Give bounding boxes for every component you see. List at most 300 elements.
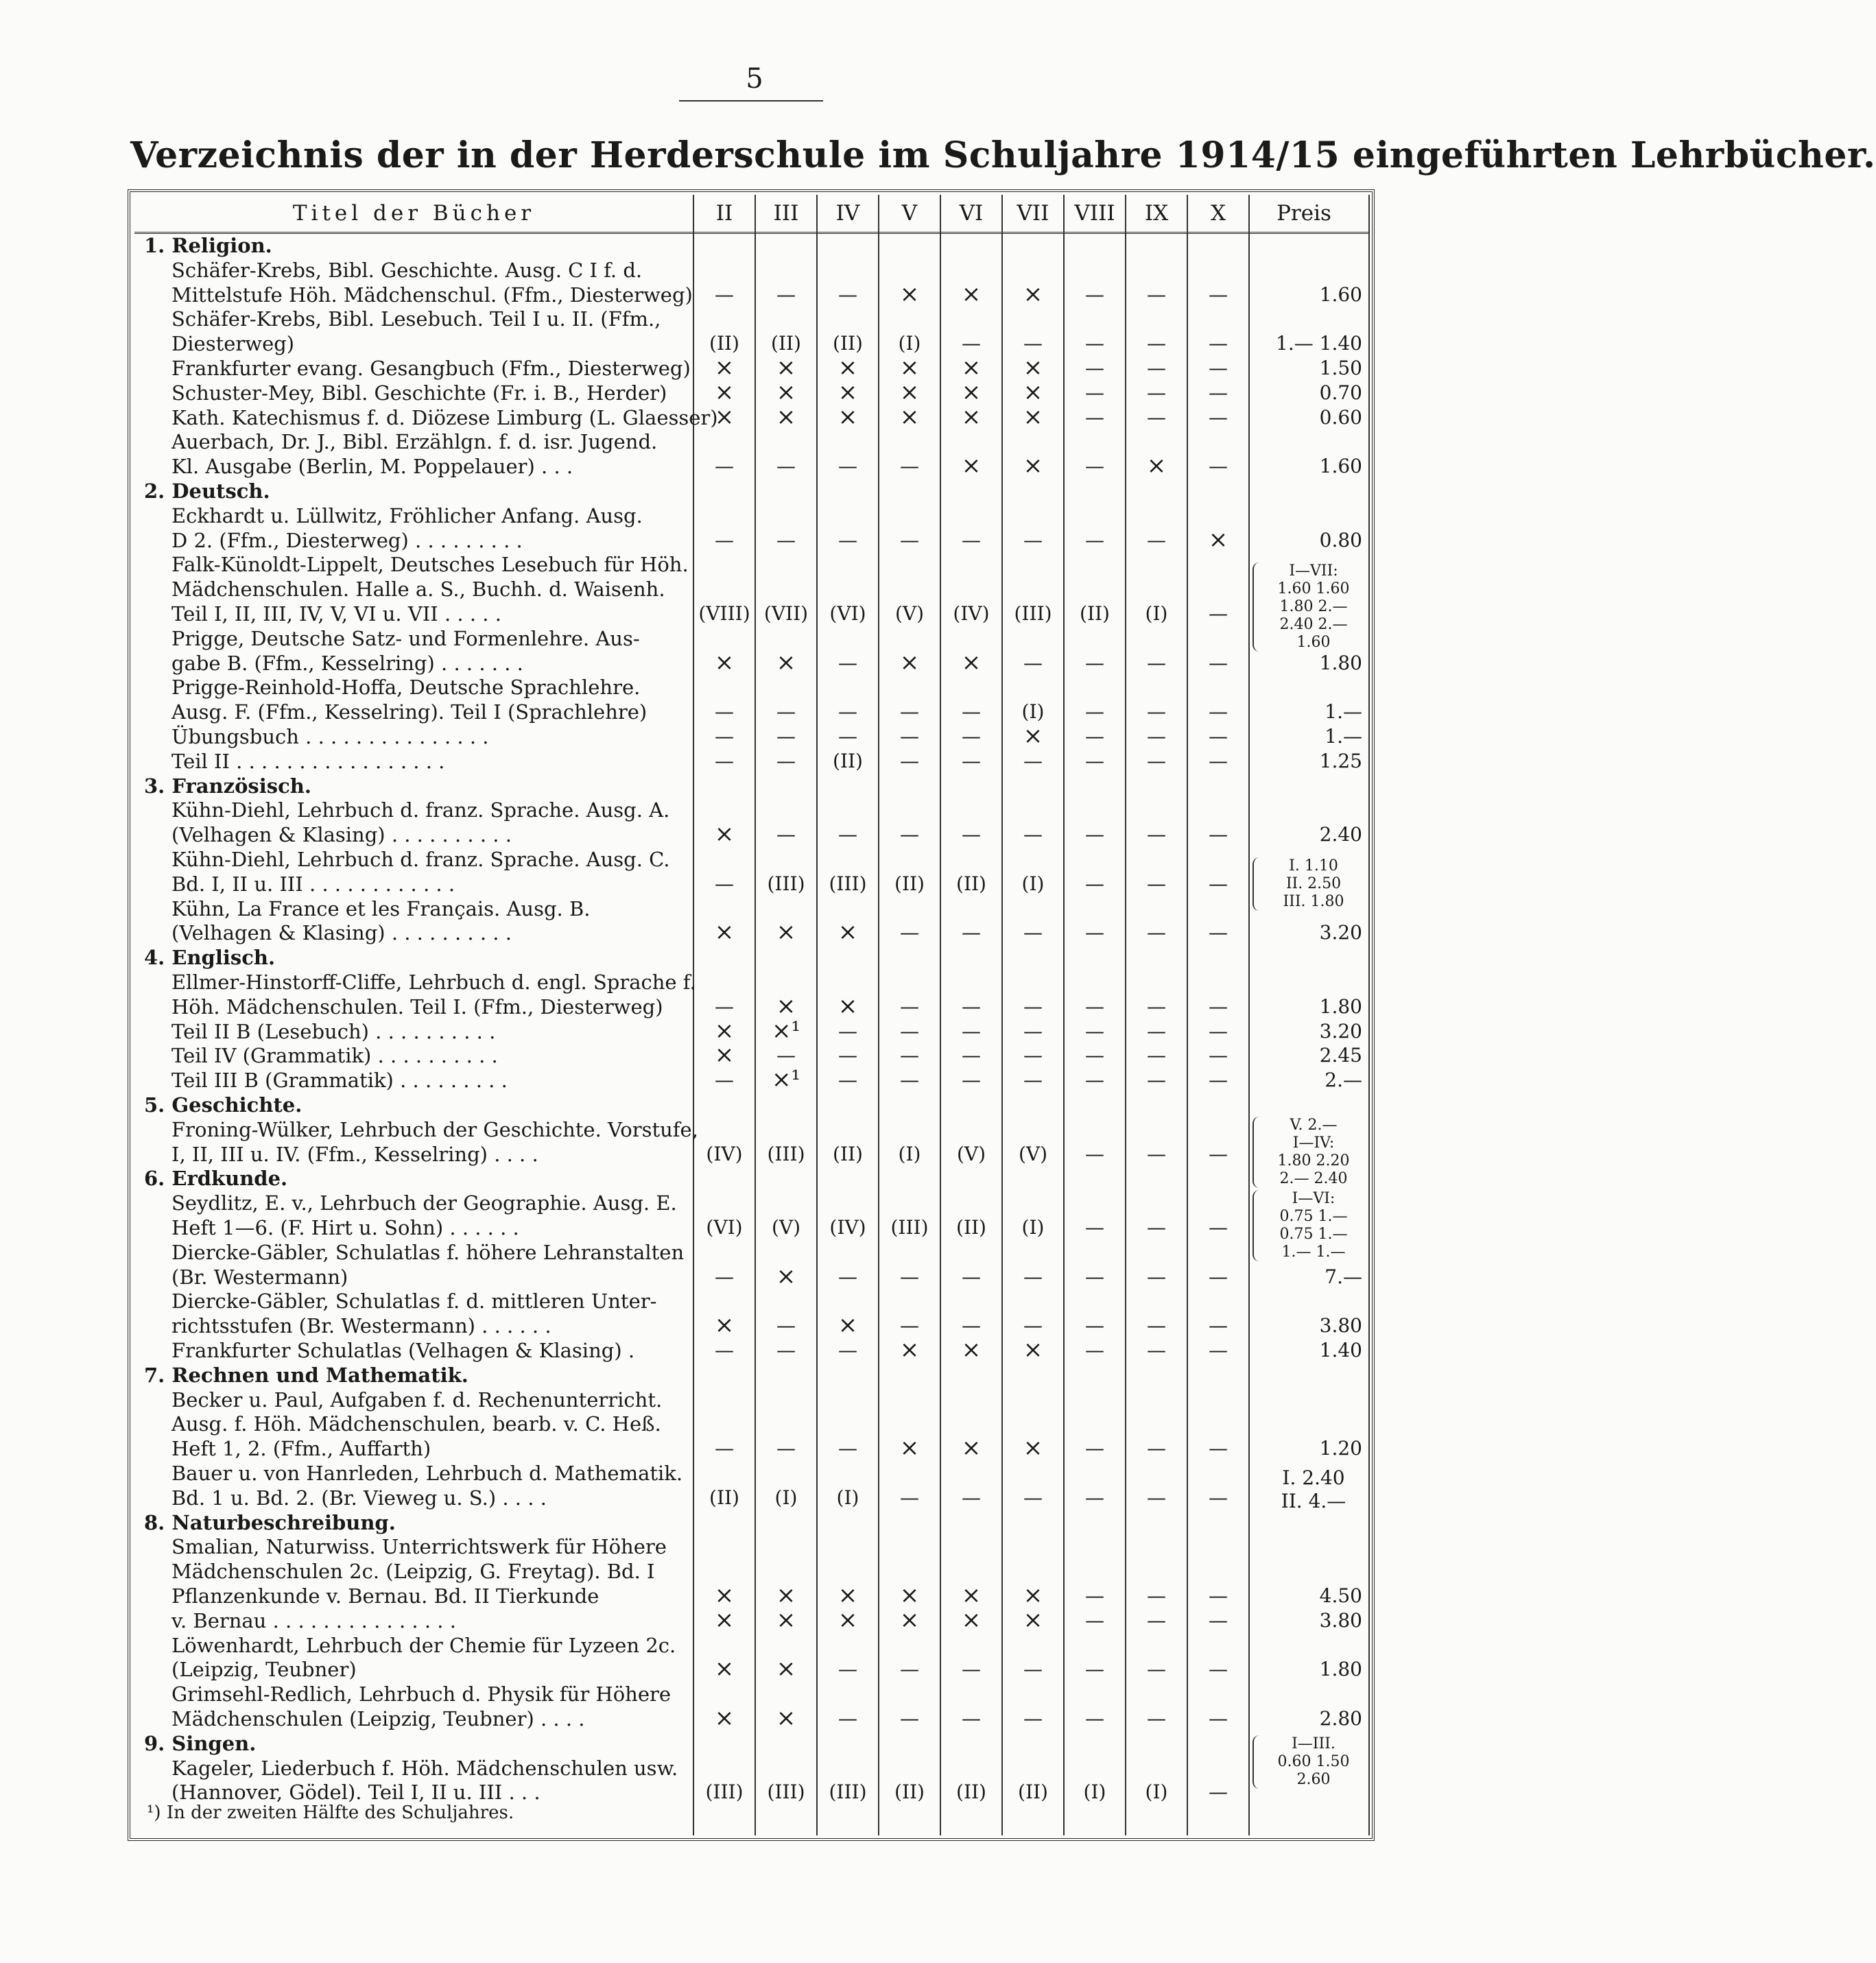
class-mark: × (899, 1582, 920, 1609)
price: 2.80 (1319, 1707, 1362, 1730)
class-mark: (VIII) (698, 602, 750, 625)
page-title: Verzeichnis der in der Herderschule im Schuljahre 1914/15 eingeführten Lehrbücher. (130, 134, 1876, 176)
class-mark: — (776, 749, 796, 772)
page-number-rule (679, 100, 823, 102)
class-mark: — (900, 1265, 919, 1288)
class-mark: — (715, 749, 734, 772)
book-title: Kageler, Liederbuch f. Höh. Mädchenschulen usw. (171, 1756, 678, 1780)
class-mark: — (1085, 1216, 1104, 1239)
book-title: (Br. Westermann) (171, 1265, 348, 1289)
class-mark: — (715, 283, 734, 306)
class-mark: — (1147, 749, 1166, 772)
class-mark: × (838, 1606, 858, 1634)
book-title: Frankfurter evang. Gesangbuch (Ffm., Diesterweg) (171, 357, 691, 380)
class-mark: ×¹ (771, 1066, 801, 1094)
table-row (134, 258, 1369, 283)
table-row (134, 1412, 1369, 1436)
class-mark: × (714, 1041, 735, 1069)
table-row (134, 1289, 1369, 1313)
class-mark: — (1085, 995, 1104, 1018)
class-mark: — (776, 1437, 796, 1460)
book-title: Frankfurter Schulatlas (Velhagen & Klasing) . (171, 1339, 635, 1362)
class-mark: — (1085, 332, 1104, 355)
class-mark: × (838, 354, 858, 381)
class-mark: — (1209, 405, 1228, 429)
header-class-VIII: VIII (1074, 201, 1115, 226)
class-mark: — (1209, 651, 1228, 674)
table-row (134, 331, 1369, 356)
footnote: ¹) In der zweiten Hälfte des Schuljahres. (147, 1803, 514, 1823)
class-mark: × (714, 378, 735, 406)
class-mark: — (1085, 1019, 1104, 1043)
price-note: 1.80 2.— (1279, 598, 1348, 615)
price-bracket (1252, 1735, 1261, 1789)
table-row (134, 798, 1369, 822)
class-mark: — (900, 1658, 919, 1681)
price-note: II. 4.— (1281, 1490, 1346, 1512)
book-title: D 2. (Ffm., Diesterweg) . . . . . . . . . (171, 528, 523, 552)
class-mark: — (838, 725, 857, 748)
class-mark: × (776, 354, 796, 381)
class-mark: × (1023, 452, 1043, 480)
class-mark: — (1209, 381, 1228, 404)
section-title: 3. Französisch. (144, 774, 311, 798)
class-mark: — (776, 823, 796, 846)
class-mark: — (1147, 823, 1166, 846)
price: 0.80 (1319, 528, 1362, 551)
price-note: 2.60 (1296, 1771, 1331, 1788)
class-mark: — (715, 725, 734, 748)
price: 4.50 (1319, 1584, 1362, 1607)
class-mark: ×¹ (771, 1016, 801, 1045)
class-mark: (III) (767, 1142, 805, 1165)
class-mark: × (1023, 1582, 1043, 1609)
class-mark: — (776, 1044, 796, 1067)
price-bracket (1252, 562, 1261, 652)
class-mark: × (1023, 1434, 1043, 1462)
class-mark: × (961, 378, 982, 406)
class-mark: × (714, 1311, 735, 1340)
section-heading-row (134, 479, 1369, 503)
book-title: Mittelstufe Höh. Mädchenschul. (Ffm., Diesterweg) (171, 283, 693, 307)
price: 1.80 (1319, 1658, 1362, 1681)
class-mark: — (1147, 1437, 1166, 1460)
table-row (134, 1117, 1369, 1142)
class-mark: (II) (894, 1781, 925, 1804)
book-title: I, II, III u. IV. (Ffm., Kesselring) . . . . (171, 1142, 538, 1166)
book-title: Kühn-Diehl, Lehrbuch d. franz. Sprache. Ausg. C. (171, 848, 670, 871)
book-title: Schäfer-Krebs, Bibl. Lesebuch. Teil I u. II. (Ffm., (171, 307, 661, 331)
class-mark: × (1023, 403, 1043, 431)
class-mark: × (961, 403, 982, 431)
class-mark: — (1209, 1437, 1228, 1460)
class-mark: × (776, 918, 796, 947)
book-title: richtsstufen (Br. Westermann) . . . . . . (171, 1314, 551, 1338)
class-mark: — (715, 1339, 734, 1361)
class-mark: (II) (833, 1142, 863, 1165)
price-note: 1.— 1.— (1281, 1244, 1346, 1261)
class-mark: — (1147, 381, 1166, 404)
price: 1.50 (1319, 357, 1362, 379)
class-mark: — (962, 1019, 981, 1043)
class-mark: — (1209, 823, 1228, 846)
book-title: Heft 1, 2. (Ffm., Auffarth) (171, 1437, 431, 1461)
class-mark: (I) (898, 332, 921, 355)
class-mark: — (776, 1314, 796, 1337)
class-mark: — (715, 872, 734, 895)
book-title: Diercke-Gäbler, Schulatlas f. d. mittleren Unter- (171, 1289, 657, 1313)
price-bracket (1252, 857, 1261, 911)
table-row (134, 1191, 1369, 1215)
class-mark: — (1147, 700, 1166, 724)
table-row (134, 1657, 1369, 1682)
price: 1.60 (1319, 455, 1362, 478)
class-mark: — (1147, 651, 1166, 674)
header-class-IV: IV (835, 201, 860, 226)
book-title: Diercke-Gäbler, Schulatlas f. höhere Lehranstalten (171, 1240, 685, 1264)
section-heading-row (134, 1166, 1369, 1191)
class-mark: — (1023, 823, 1043, 846)
book-title: Kath. Katechismus f. d. Diözese Limburg (L. Glaesser) (171, 405, 718, 429)
class-mark: — (962, 995, 981, 1018)
class-mark: — (1209, 1707, 1228, 1730)
class-mark: × (961, 648, 982, 676)
class-mark: × (1023, 354, 1043, 381)
class-mark: (VI) (706, 1216, 743, 1239)
class-mark: × (838, 992, 858, 1020)
class-mark: — (1209, 1216, 1228, 1239)
class-mark: — (1209, 921, 1228, 944)
header-class-VI: VI (959, 201, 984, 226)
table-row (134, 920, 1369, 945)
table-row (134, 1338, 1369, 1363)
class-mark: — (900, 749, 919, 772)
class-mark: × (838, 1582, 858, 1609)
class-mark: — (900, 700, 919, 724)
class-mark: (II) (1018, 1781, 1048, 1804)
class-mark: — (900, 1044, 919, 1067)
table-row (134, 847, 1369, 872)
class-mark: (VII) (763, 602, 809, 625)
class-mark: (II) (771, 332, 801, 355)
class-mark: — (1209, 1142, 1228, 1165)
table-row (134, 675, 1369, 700)
class-mark: — (1209, 725, 1228, 748)
class-mark: — (900, 823, 919, 846)
header-titel: Titel der Bücher (292, 201, 536, 226)
class-mark: (I) (1083, 1781, 1106, 1804)
table-row (134, 405, 1369, 430)
class-mark: — (1209, 283, 1228, 306)
class-mark: (III) (767, 872, 805, 895)
class-mark: — (838, 1658, 857, 1681)
table-row (134, 1016, 1369, 1045)
table-row (134, 525, 1369, 554)
price: 1.40 (1319, 1339, 1362, 1361)
section-heading-row (134, 945, 1369, 970)
table-row (134, 1068, 1369, 1093)
table-row (134, 454, 1369, 479)
class-mark: — (1209, 1265, 1228, 1288)
class-mark: × (961, 452, 982, 480)
class-mark: (II) (709, 332, 739, 355)
table-row (134, 1215, 1369, 1240)
class-mark: (I) (1021, 872, 1045, 895)
table-row (134, 1388, 1369, 1412)
price-note: V. 2.— (1290, 1117, 1338, 1134)
class-mark: (I) (774, 1486, 798, 1509)
class-mark: — (1085, 1265, 1104, 1288)
table-row (134, 577, 1369, 602)
table-row (134, 896, 1369, 921)
class-mark: — (838, 651, 857, 674)
class-mark: — (1085, 405, 1104, 429)
price: 2.40 (1319, 823, 1362, 846)
class-mark: × (899, 1434, 920, 1462)
price-note: 0.75 1.— (1279, 1226, 1348, 1243)
class-mark: — (1085, 872, 1104, 895)
table-row (134, 280, 1369, 308)
class-mark: — (1209, 1486, 1228, 1509)
table-row (134, 872, 1369, 896)
book-title: Falk-Künoldt-Lippelt, Deutsches Lesebuch für Höh. (171, 553, 689, 577)
class-mark: × (899, 378, 920, 406)
class-mark: × (776, 1655, 796, 1683)
table-row (134, 1559, 1369, 1584)
table-row (134, 1780, 1369, 1805)
price: 1.80 (1319, 995, 1362, 1018)
class-mark: — (962, 1486, 981, 1509)
table-row (134, 602, 1369, 626)
class-mark: — (1147, 1314, 1166, 1337)
section-title: 2. Deutsch. (144, 479, 270, 503)
section-heading-row (134, 1093, 1369, 1117)
price-note: I—IV: (1292, 1134, 1335, 1152)
class-mark: × (776, 648, 796, 676)
book-title: (Velhagen & Klasing) . . . . . . . . . . (171, 823, 512, 847)
class-mark: (V) (1018, 1142, 1048, 1165)
class-mark: (I) (898, 1142, 921, 1165)
class-mark: — (962, 1265, 981, 1288)
class-mark: — (1147, 995, 1166, 1018)
table-row (134, 356, 1369, 381)
class-mark: × (961, 1582, 982, 1609)
class-mark: (III) (1014, 602, 1052, 625)
class-mark: (II) (956, 1781, 986, 1804)
class-mark: — (838, 823, 857, 846)
table-row (134, 1706, 1369, 1731)
class-mark: × (899, 648, 920, 676)
class-mark: — (1023, 1486, 1043, 1509)
class-mark: — (715, 455, 734, 478)
class-mark: — (1023, 1069, 1043, 1092)
class-mark: — (900, 1314, 919, 1337)
class-mark: — (1147, 1069, 1166, 1092)
table-row (134, 1486, 1369, 1510)
class-mark: — (838, 1265, 857, 1288)
class-mark: — (1023, 995, 1043, 1018)
price-note: I. 1.10 (1289, 857, 1338, 875)
class-mark: — (1085, 1658, 1104, 1681)
class-mark: — (1085, 1044, 1104, 1067)
table-row (134, 626, 1369, 651)
class-mark: — (1147, 283, 1166, 306)
price: 2.— (1325, 1069, 1362, 1092)
price: 1.80 (1319, 651, 1362, 674)
class-mark: × (776, 1582, 796, 1609)
table-row (134, 429, 1369, 454)
book-title: Löwenhardt, Lehrbuch der Chemie für Lyzeen 2c. (171, 1633, 676, 1657)
class-mark: × (961, 280, 982, 308)
class-mark: (II) (956, 872, 986, 895)
section-title: 1. Religion. (144, 234, 272, 257)
class-mark: × (776, 1262, 796, 1290)
class-mark: × (961, 354, 982, 381)
section-heading-row (134, 774, 1369, 798)
price: 3.20 (1319, 921, 1362, 944)
section-heading-row (134, 233, 1369, 258)
class-mark: — (900, 528, 919, 551)
class-mark: (II) (833, 749, 863, 772)
class-mark: (IV) (706, 1142, 743, 1165)
class-mark: — (1147, 332, 1166, 355)
class-mark: — (715, 1069, 734, 1092)
book-title: Teil IV (Grammatik) . . . . . . . . . . (171, 1044, 498, 1068)
class-mark: × (838, 1311, 858, 1340)
book-title: Diesterweg) (171, 332, 295, 356)
price: 1.— (1325, 700, 1362, 724)
price: 2.45 (1319, 1044, 1362, 1067)
book-title: Bd. 1 u. Bd. 2. (Br. Vieweg u. S.) . . . . (171, 1486, 547, 1510)
price: 1.— (1325, 725, 1362, 748)
class-mark: — (1147, 725, 1166, 748)
class-mark: — (962, 749, 981, 772)
price: 1.25 (1319, 749, 1362, 772)
class-mark: (III) (890, 1216, 929, 1239)
class-mark: — (838, 1339, 857, 1361)
class-mark: — (1085, 700, 1104, 724)
class-mark: — (1209, 749, 1228, 772)
book-title: Pflanzenkunde v. Bernau. Bd. II Tierkunde (171, 1584, 599, 1608)
table-row (134, 1262, 1369, 1290)
table-row (134, 1436, 1369, 1461)
class-mark: (I) (1145, 602, 1168, 625)
class-mark: — (1023, 1044, 1043, 1067)
class-mark: — (776, 528, 796, 551)
class-mark: — (1085, 357, 1104, 379)
class-mark: — (1209, 1781, 1228, 1804)
class-mark: × (714, 918, 735, 947)
class-mark: — (1147, 1265, 1166, 1288)
price-note: III. 1.80 (1283, 893, 1344, 910)
class-mark: × (714, 1582, 735, 1609)
class-mark: — (1209, 357, 1228, 379)
class-mark: — (838, 283, 857, 306)
book-title: Eckhardt u. Lüllwitz, Fröhlicher Anfang. Ausg. (171, 503, 643, 527)
class-mark: (VI) (829, 602, 866, 625)
class-mark: × (776, 1606, 796, 1634)
price: 1.20 (1319, 1437, 1362, 1460)
class-mark: — (1147, 1044, 1166, 1067)
price-note: 1.60 1.60 (1277, 580, 1350, 597)
class-mark: (II) (709, 1486, 739, 1509)
class-mark: — (1147, 1216, 1166, 1239)
section-heading-row (134, 1510, 1369, 1535)
class-mark: — (1147, 921, 1166, 944)
class-mark: — (715, 1265, 734, 1288)
price: 3.80 (1319, 1608, 1362, 1632)
class-mark: × (961, 1434, 982, 1462)
class-mark: × (776, 403, 796, 431)
class-mark: — (1147, 357, 1166, 379)
price-note: II. 2.50 (1285, 875, 1342, 892)
price: 0.60 (1319, 405, 1362, 429)
section-title: 8. Naturbeschreibung. (144, 1510, 396, 1534)
table-row (134, 1534, 1369, 1559)
class-mark: — (1147, 1019, 1166, 1043)
class-mark: — (1085, 1069, 1104, 1092)
class-mark: — (962, 1314, 981, 1337)
class-mark: — (1023, 332, 1043, 355)
class-mark: × (838, 378, 858, 406)
price: 3.80 (1319, 1314, 1362, 1337)
class-mark: — (1209, 1019, 1228, 1043)
class-mark: — (900, 921, 919, 944)
class-mark: — (1147, 405, 1166, 429)
class-mark: (II) (956, 1216, 986, 1239)
class-mark: — (1085, 725, 1104, 748)
table-row (134, 700, 1369, 724)
class-mark: — (1085, 455, 1104, 478)
class-mark: — (1209, 1584, 1228, 1607)
class-mark: (IV) (953, 602, 990, 625)
class-mark: — (900, 995, 919, 1018)
class-mark: — (838, 1019, 857, 1043)
class-mark: — (962, 528, 981, 551)
price: 7.— (1325, 1265, 1362, 1288)
class-mark: — (1147, 1608, 1166, 1632)
class-mark: — (962, 1069, 981, 1092)
book-title: Mädchenschulen 2c. (Leipzig, G. Freytag). Bd. I (171, 1560, 655, 1584)
class-mark: — (715, 995, 734, 1018)
book-title: Kl. Ausgabe (Berlin, M. Poppelauer) . . . (171, 455, 573, 479)
section-title: 7. Rechnen und Mathematik. (144, 1363, 468, 1387)
price-note: I. 2.40 (1282, 1466, 1345, 1489)
class-mark: — (1023, 921, 1043, 944)
class-mark: — (1085, 1486, 1104, 1509)
class-mark: (I) (1021, 700, 1045, 724)
class-mark: — (1085, 921, 1104, 944)
section-title: 4. Englisch. (144, 946, 276, 970)
class-mark: — (1209, 1608, 1228, 1632)
class-mark: — (962, 1707, 981, 1730)
class-mark: — (962, 332, 981, 355)
class-mark: — (838, 455, 857, 478)
class-mark: × (838, 403, 858, 431)
book-title: Bd. I, II u. III . . . . . . . . . . . . (171, 872, 455, 896)
price-note: 1.80 2.20 (1277, 1152, 1350, 1169)
class-mark: × (1208, 525, 1228, 554)
class-mark: — (1023, 749, 1043, 772)
book-title: Teil II . . . . . . . . . . . . . . . . . (171, 749, 445, 773)
price-note: I—III. (1292, 1735, 1335, 1752)
book-title: Kühn-Diehl, Lehrbuch d. franz. Sprache. Ausg. A. (171, 798, 670, 822)
class-mark: — (1085, 528, 1104, 551)
price-note: 0.75 1.— (1279, 1208, 1348, 1225)
class-mark: — (1085, 1707, 1104, 1730)
class-mark: — (900, 1069, 919, 1092)
class-mark: × (714, 648, 735, 676)
